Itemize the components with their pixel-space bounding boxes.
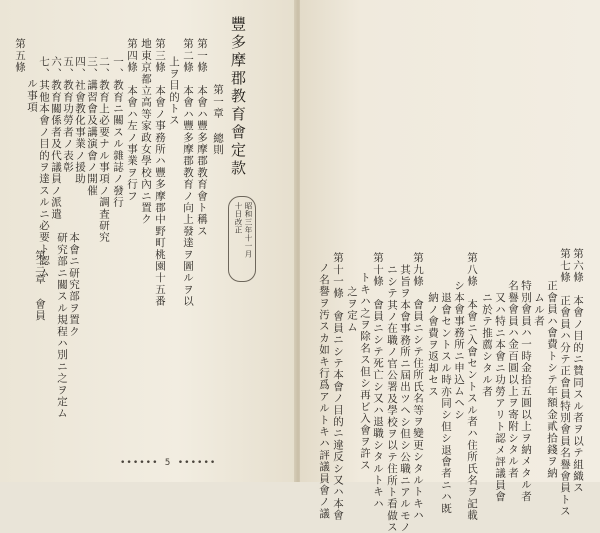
item-7-cont: ル事項 — [26, 78, 38, 114]
right-col-2: 第七條 正會員ハ分テ正會員特別會員名譽會員トス — [559, 248, 571, 518]
right-col-16: 第十條 會員ニシテ死亡シ又ハ退職シタルトキハ — [372, 252, 384, 510]
chapter-1-heading: 第一章 總則 — [212, 84, 224, 156]
right-col-5: 特別會員ハ一時金拾五圓以上ヲ納メタル者 — [520, 280, 532, 503]
article-1: 第一條 本會ハ豐多摩郡教育會ト稱ス — [196, 38, 208, 237]
right-col-14: 其旨ヲ本會事務所ニ屆出ツヘシ但シ公職ニアルモノ — [399, 264, 411, 533]
left-page — [0, 0, 296, 482]
item-7: 七、其他本會ノ目的ヲ達スルニ必要ト認ム — [38, 56, 50, 279]
article-3-cont: 地東京都立高等家政女學校內ニ置ク — [140, 38, 152, 226]
article-2: 第二條 本會ハ豐多摩郡教育ノ向上發達ヲ圖ルヲ以 — [182, 38, 194, 308]
article-2-cont: 上ヲ目的トス — [168, 56, 180, 127]
right-col-9: 第八條 本會ニ入會セントスル者ハ住所氏名ヲ記載 — [466, 252, 478, 522]
right-col-11: 退會セントスル時亦同シ但シ退會者ニハ既 — [440, 292, 452, 515]
item-1: 一、教育ニ關スル雜誌ノ發行 — [112, 56, 124, 209]
right-col-3: 正會員ハ會費トシテ年額金貳拾錢ヲ納 — [546, 280, 558, 479]
right-col-6: 名譽會員ハ金百圓以上ヲ寄附シタル者 — [507, 280, 519, 479]
revision-note-line2: 十日改正 — [234, 202, 243, 234]
document-title: 豐多摩郡教育會定款 — [229, 16, 247, 178]
right-col-15: ニシテ其ノ在職ノ官公署及學校ヲ以テ住所ト看做ス — [386, 264, 398, 533]
revision-note-line1: 昭和三年十一月 — [244, 202, 253, 258]
item-4: 四、社會教化事業ノ援助 — [74, 56, 86, 185]
right-col-10: シ本會事務所ニ申込ムヘシ — [453, 280, 465, 421]
article-3: 第三條 本會ノ事務所ハ豐多摩郡中野町桃園十五番 — [154, 38, 166, 308]
right-col-17: トキハ之ヲ除名ス但シ再ビ入會ヲ許ス — [359, 272, 371, 471]
right-col-19: 第十一條 會員ニシテ本會ノ目的ニ違反シ又ハ本會 — [332, 252, 344, 522]
item-5: 五、教育功勞者ノ表彰 — [62, 56, 74, 173]
right-col-4: ムル者 — [533, 292, 545, 328]
right-col-18: 之ヲ定ム — [346, 286, 358, 333]
article-4: 第四條 本會ハ左ノ事業ヲ行フ — [126, 38, 138, 202]
item-2: 二、教育上必要ナル事項ノ調査研究 — [98, 56, 110, 244]
item-3: 三、講習會及講演會ノ開催 — [86, 56, 98, 197]
right-col-12: 納ノ會費ヲ返却セス — [427, 292, 439, 398]
right-page — [300, 0, 600, 533]
article-5-text: 研究部ニ關スル規程ハ別ニ之ヲ定ム — [56, 232, 68, 420]
article-5-head: 本會ニ研究部ヲ置ク — [68, 232, 80, 338]
right-col-8: ニ於テ推薦シタル者 — [481, 292, 493, 398]
chapter-3-heading: 第三章 會員 — [34, 250, 46, 322]
right-col-7: 又ハ特ニ本會ニ功勞アリト認メ評議員會 — [494, 292, 506, 503]
right-col-13: 第九條 會員ニシテ住所氏名等ヲ變更シタルトキハ — [412, 252, 424, 522]
article-5: 第五條 — [14, 38, 26, 74]
page-number: •••••• 5 •••••• — [120, 458, 217, 468]
item-6: 六、教育關係者及代議員ノ派遣 — [50, 56, 62, 220]
right-col-20: ノ名譽ヲ汚スカ如キ行爲アルトキハ評議員會ノ議 — [318, 262, 330, 520]
right-col-1: 第六條 本會ノ目的ニ贊同スル者ヲ以テ組織ス — [572, 248, 584, 494]
